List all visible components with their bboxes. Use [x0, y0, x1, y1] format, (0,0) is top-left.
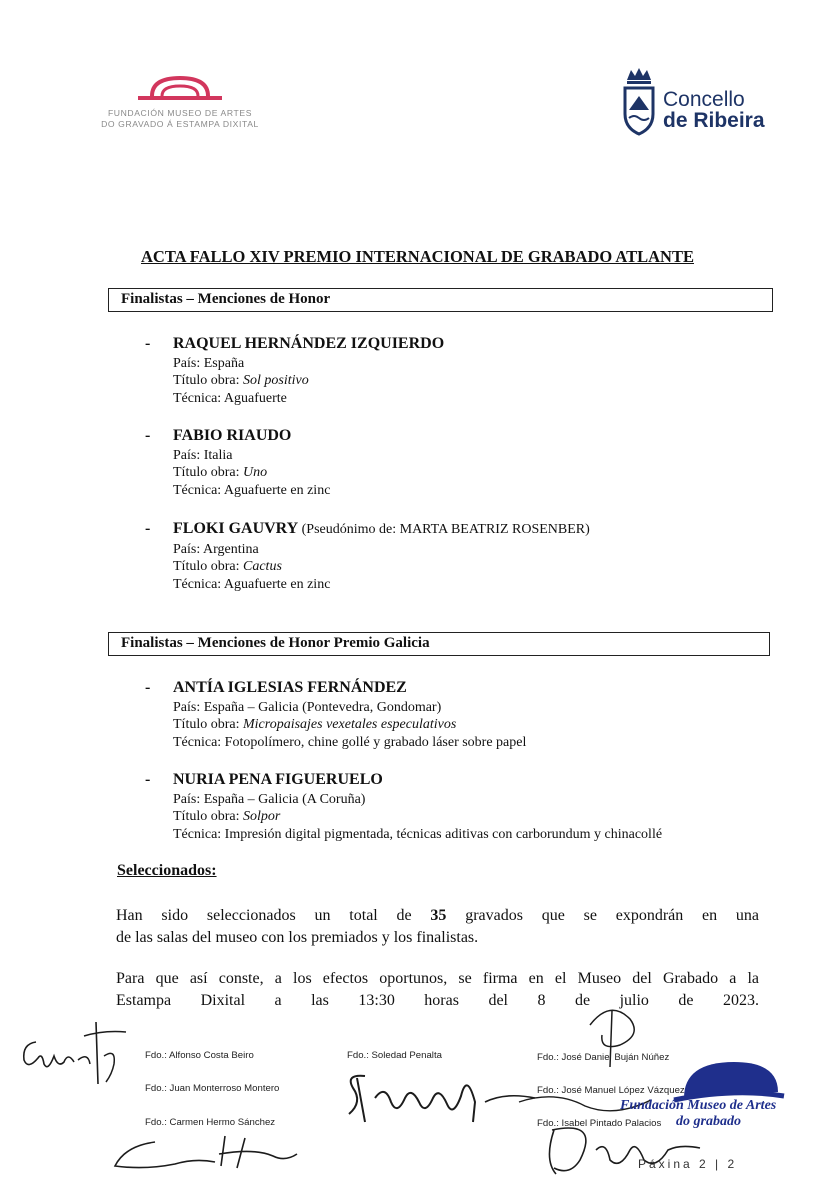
finalist-work-title: Título obra: Solpor [173, 809, 281, 825]
fundacion-name-line2: DO GRAVADO Á ESTAMPA DIXITAL [101, 119, 259, 129]
document-title [0, 247, 835, 267]
finalist-country: País: España [173, 356, 245, 371]
stamp-text-line2: do grabado [676, 1114, 741, 1129]
signature-line: Fdo.: Isabel Pintado Palacios [537, 1118, 662, 1129]
crown-shield-icon [621, 66, 657, 136]
finalist-entry [145, 677, 765, 751]
finalist-name: RAQUEL HERNÁNDEZ IZQUIERDO [173, 335, 445, 352]
concello-ribeira-logo [615, 66, 785, 138]
seleccionados-line1: Han sido seleccionados un total de 35 gravados que se expondrán en una [116, 907, 760, 924]
closing-line2: Estampa Dixital a las 13:30 horas del 8 de julio de 2023. [116, 991, 759, 1009]
work-title-value: Micropaisajes vexetales especulativos [243, 717, 457, 733]
signature-line: Fdo.: Alfonso Costa Beiro [145, 1050, 254, 1061]
stamp-text-line1: Fundación Museo de Artes [620, 1098, 777, 1113]
finalist-technique: Técnica: Impresión digital pigmentada, técnicas aditivas con carborundum y chinacollé [173, 826, 663, 842]
finalist-work-title: Título obra: Cactus [173, 559, 282, 575]
finalist-entry [145, 333, 765, 407]
signature-line: Fdo.: Soledad Penalta [347, 1050, 442, 1061]
list-dash: - [145, 679, 151, 696]
finalist-name: FLOKI GAUVRY [173, 520, 298, 537]
section-heading-menciones [108, 288, 773, 312]
work-title-value: Sol positivo [243, 373, 309, 389]
finalist-technique: Técnica: Aguafuerte en zinc [173, 482, 331, 498]
finalist-pseudonym: (Pseudónimo de: MARTA BEATRIZ ROSENBER) [301, 522, 590, 537]
list-dash: - [145, 520, 151, 537]
section-heading-text: Finalistas – Menciones de Honor Premio Galicia [121, 635, 430, 651]
list-dash: - [145, 335, 151, 352]
section-heading-text: Finalistas – Menciones de Honor [121, 291, 331, 307]
closing-paragraph [116, 968, 759, 1011]
list-dash: - [145, 771, 151, 788]
handwritten-initials [8, 1012, 138, 1092]
fundacion-logo [95, 72, 265, 142]
signature-line: Fdo.: José Daniel Buján Núñez [537, 1052, 670, 1063]
signature-soledad-penalta [335, 1062, 545, 1132]
work-title-value: Cactus [243, 559, 282, 575]
finalist-work-title: Título obra: Uno [173, 465, 268, 481]
work-title-value: Uno [243, 465, 268, 481]
ribeira-text: de Ribeira [663, 109, 765, 132]
finalist-entry [145, 769, 765, 843]
seleccionados-line2: de las salas del museo con los premiados y los finalistas. [116, 928, 479, 946]
finalist-country: País: España – Galicia (Pontevedra, Gondomar) [173, 700, 442, 715]
fundacion-name-line1: FUNDACIÓN MUSEO DE ARTES [107, 108, 253, 118]
page-number: Páxina 2 | 2 [638, 1157, 738, 1171]
finalist-technique: Técnica: Fotopolímero, chine gollé y grabado láser sobre papel [173, 734, 527, 750]
finalist-entry [145, 518, 765, 593]
finalist-country: País: Italia [173, 448, 233, 463]
finalist-entry [145, 425, 765, 499]
document-title-text: ACTA FALLO XIV PREMIO INTERNACIONAL DE GRABADO ATLANTE [141, 247, 694, 266]
signature-line: Fdo.: José Manuel López Vázquez [537, 1085, 685, 1096]
selected-count: 35 [430, 907, 447, 924]
signature-line: Fdo.: Juan Monterroso Montero [145, 1083, 280, 1094]
signature-carmen-hermo [105, 1128, 305, 1178]
concello-text: Concello [663, 88, 745, 111]
seleccionados-paragraph [116, 905, 759, 948]
finalist-name: FABIO RIAUDO [173, 427, 292, 444]
signature-line: Fdo.: Carmen Hermo Sánchez [145, 1117, 276, 1128]
finalist-work-title: Título obra: Micropaisajes vexetales especulativos [173, 717, 457, 733]
fundacion-stamp [620, 1058, 800, 1138]
section-heading-galicia [108, 632, 770, 656]
closing-line1: Para que así conste, a los efectos oportunos, se firma en el Museo del Grabado a la [116, 970, 759, 987]
stamp-dome-icon [674, 1058, 784, 1102]
finalist-country: País: Argentina [173, 542, 259, 557]
seleccionados-heading: Seleccionados: [117, 862, 217, 879]
work-title-value: Solpor [243, 809, 281, 825]
list-dash: - [145, 427, 151, 444]
museum-arch-icon [138, 72, 222, 106]
fundacion-logo-text [95, 108, 265, 130]
finalist-name: ANTÍA IGLESIAS FERNÁNDEZ [173, 679, 407, 696]
finalist-country: País: España – Galicia (A Coruña) [173, 792, 366, 807]
finalist-technique: Técnica: Aguafuerte [173, 390, 287, 406]
finalist-name: NURIA PENA FIGUERUELO [173, 771, 383, 788]
finalist-technique: Técnica: Aguafuerte en zinc [173, 576, 331, 592]
finalist-work-title: Título obra: Sol positivo [173, 373, 309, 389]
